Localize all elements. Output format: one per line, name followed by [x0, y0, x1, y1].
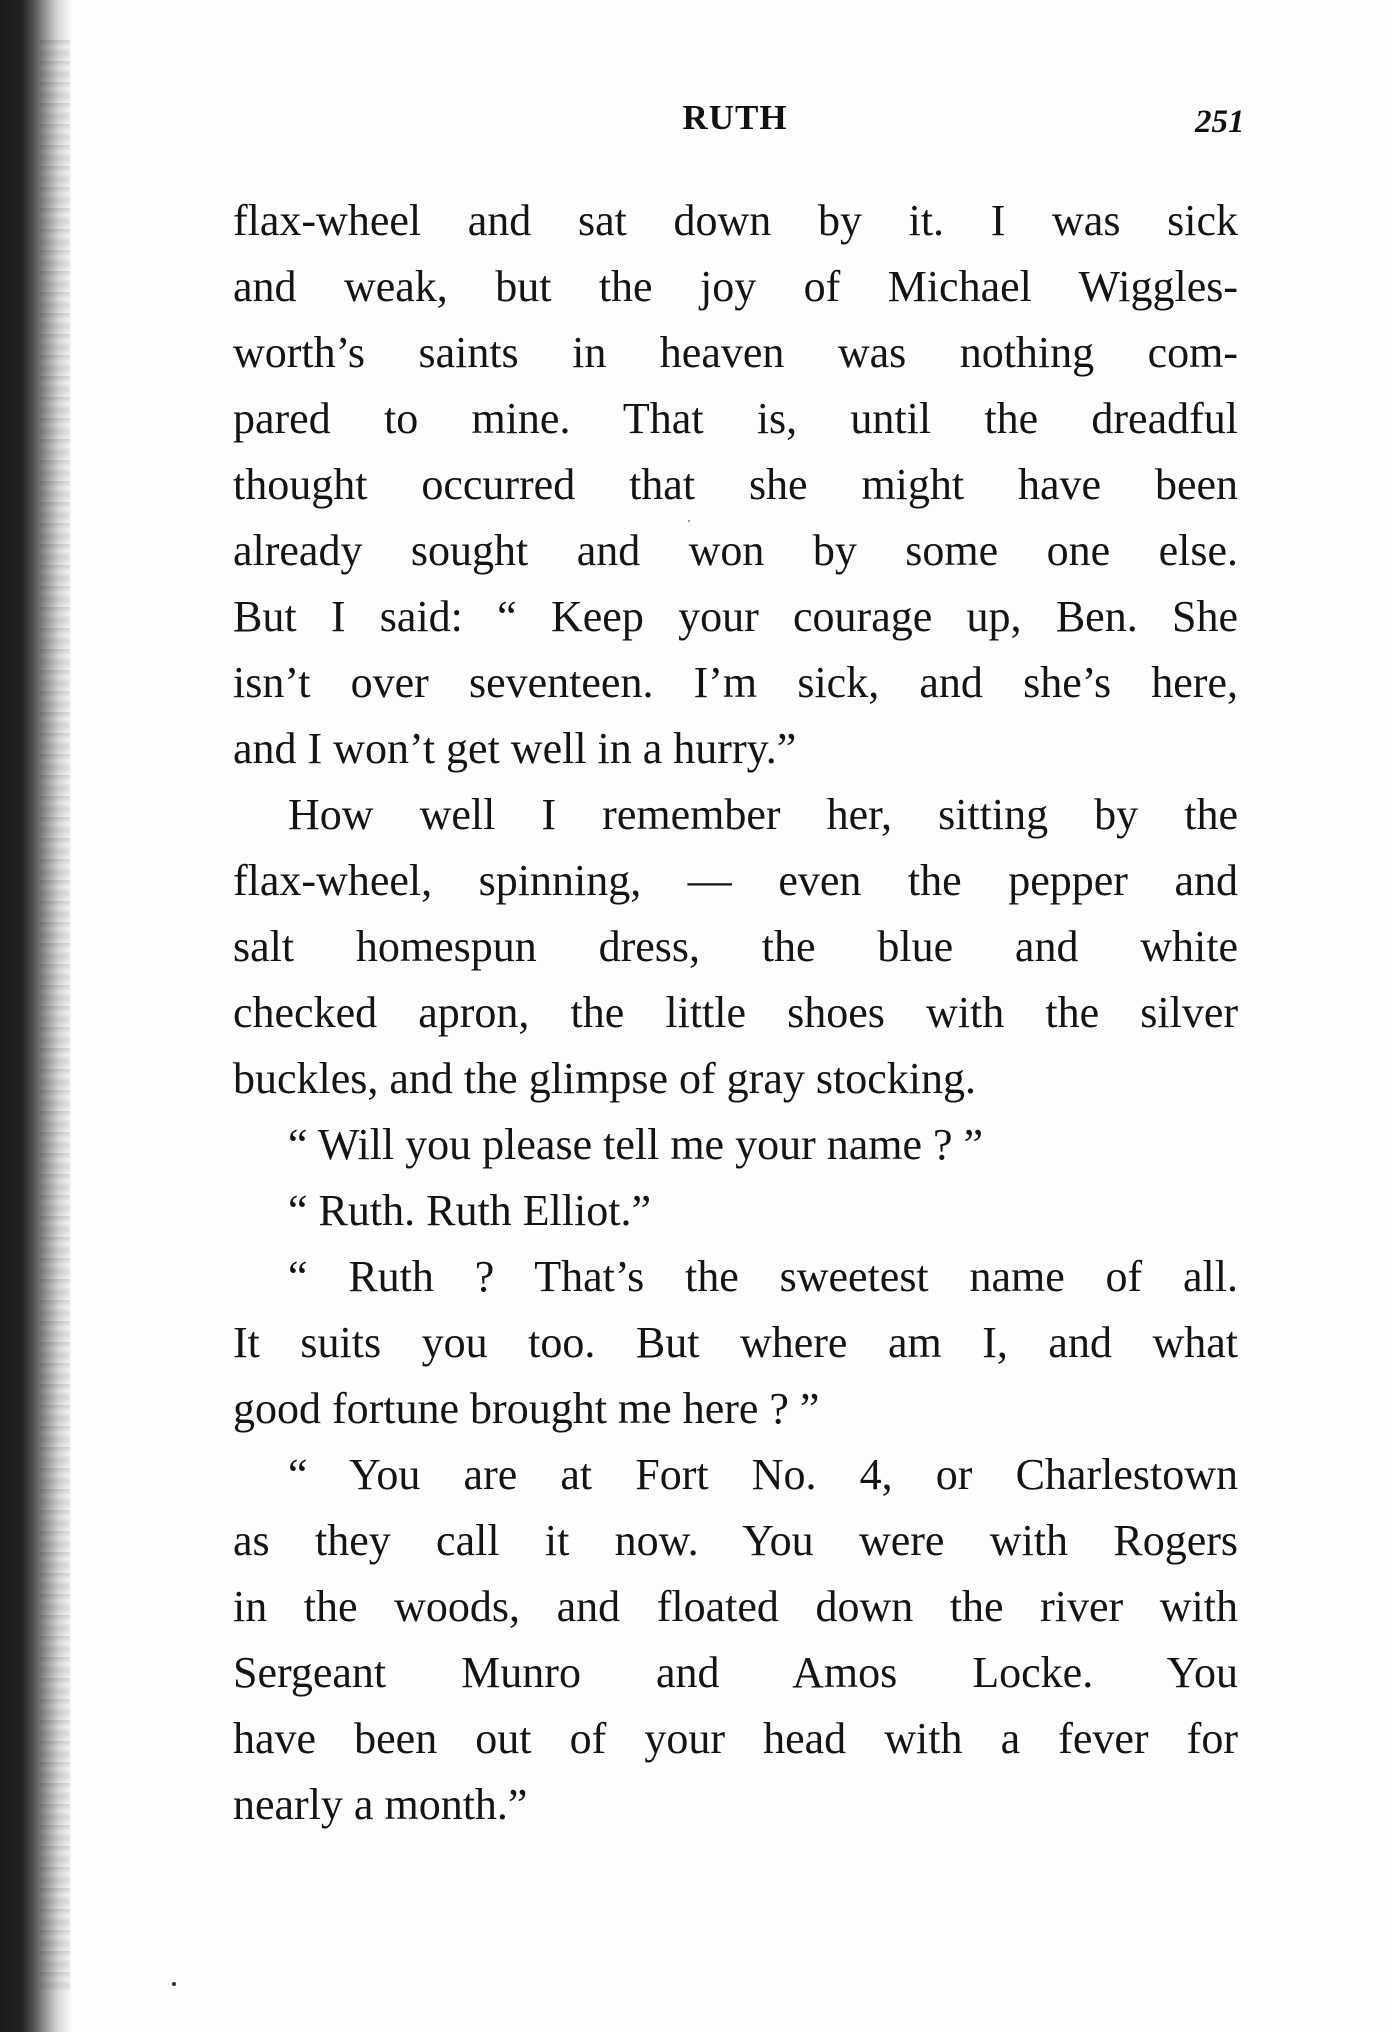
text-line: But I said: “ Keep your courage up, Ben. She — [233, 592, 1238, 641]
body-text — [233, 188, 1238, 1838]
running-head-title: RUTH — [682, 98, 788, 137]
paper-speck — [172, 1982, 176, 1986]
running-head — [0, 98, 1393, 148]
binding-gutter-texture — [40, 40, 70, 1990]
text-line: and weak, but the joy of Michael Wiggles- — [233, 262, 1238, 311]
text-line: buckles, and the glimpse of gray stocking. — [233, 1054, 976, 1103]
text-line: already sought and won by some one else. — [233, 526, 1238, 575]
text-line: have been out of your head with a fever for — [233, 1714, 1238, 1763]
text-line: checked apron, the little shoes with the silver — [233, 988, 1238, 1037]
paper-speck — [688, 520, 690, 522]
text-line: Sergeant Munro and Amos Locke. You — [233, 1648, 1238, 1697]
text-line: “ Ruth ? That’s the sweetest name of all. — [288, 1252, 1238, 1301]
text-line: “ Will you please tell me your name ? ” — [288, 1120, 984, 1169]
text-line: worth’s saints in heaven was nothing com- — [233, 328, 1238, 377]
text-line: flax-wheel and sat down by it. I was sick — [233, 196, 1238, 245]
text-line: How well I remember her, sitting by the — [288, 790, 1238, 839]
text-line: thought occurred that she might have been — [233, 460, 1238, 509]
text-line: and I won’t get well in a hurry.” — [233, 724, 797, 773]
text-line: nearly a month.” — [233, 1780, 528, 1829]
text-line: in the woods, and floated down the river with — [233, 1582, 1238, 1631]
text-line: isn’t over seventeen. I’m sick, and she’s here, — [233, 658, 1238, 707]
text-line: It suits you too. But where am I, and what — [233, 1318, 1238, 1367]
text-line: as they call it now. You were with Rogers — [233, 1516, 1238, 1565]
text-line: pared to mine. That is, until the dreadful — [233, 394, 1238, 443]
text-line: “ Ruth. Ruth Elliot.” — [288, 1186, 651, 1235]
text-line: flax-wheel, spinning, — even the pepper and — [233, 856, 1238, 905]
text-line: good fortune brought me here ? ” — [233, 1384, 820, 1433]
text-line: salt homespun dress, the blue and white — [233, 922, 1238, 971]
text-line: “ You are at Fort No. 4, or Charlestown — [288, 1450, 1238, 1499]
page-number: 251 — [1195, 104, 1245, 140]
